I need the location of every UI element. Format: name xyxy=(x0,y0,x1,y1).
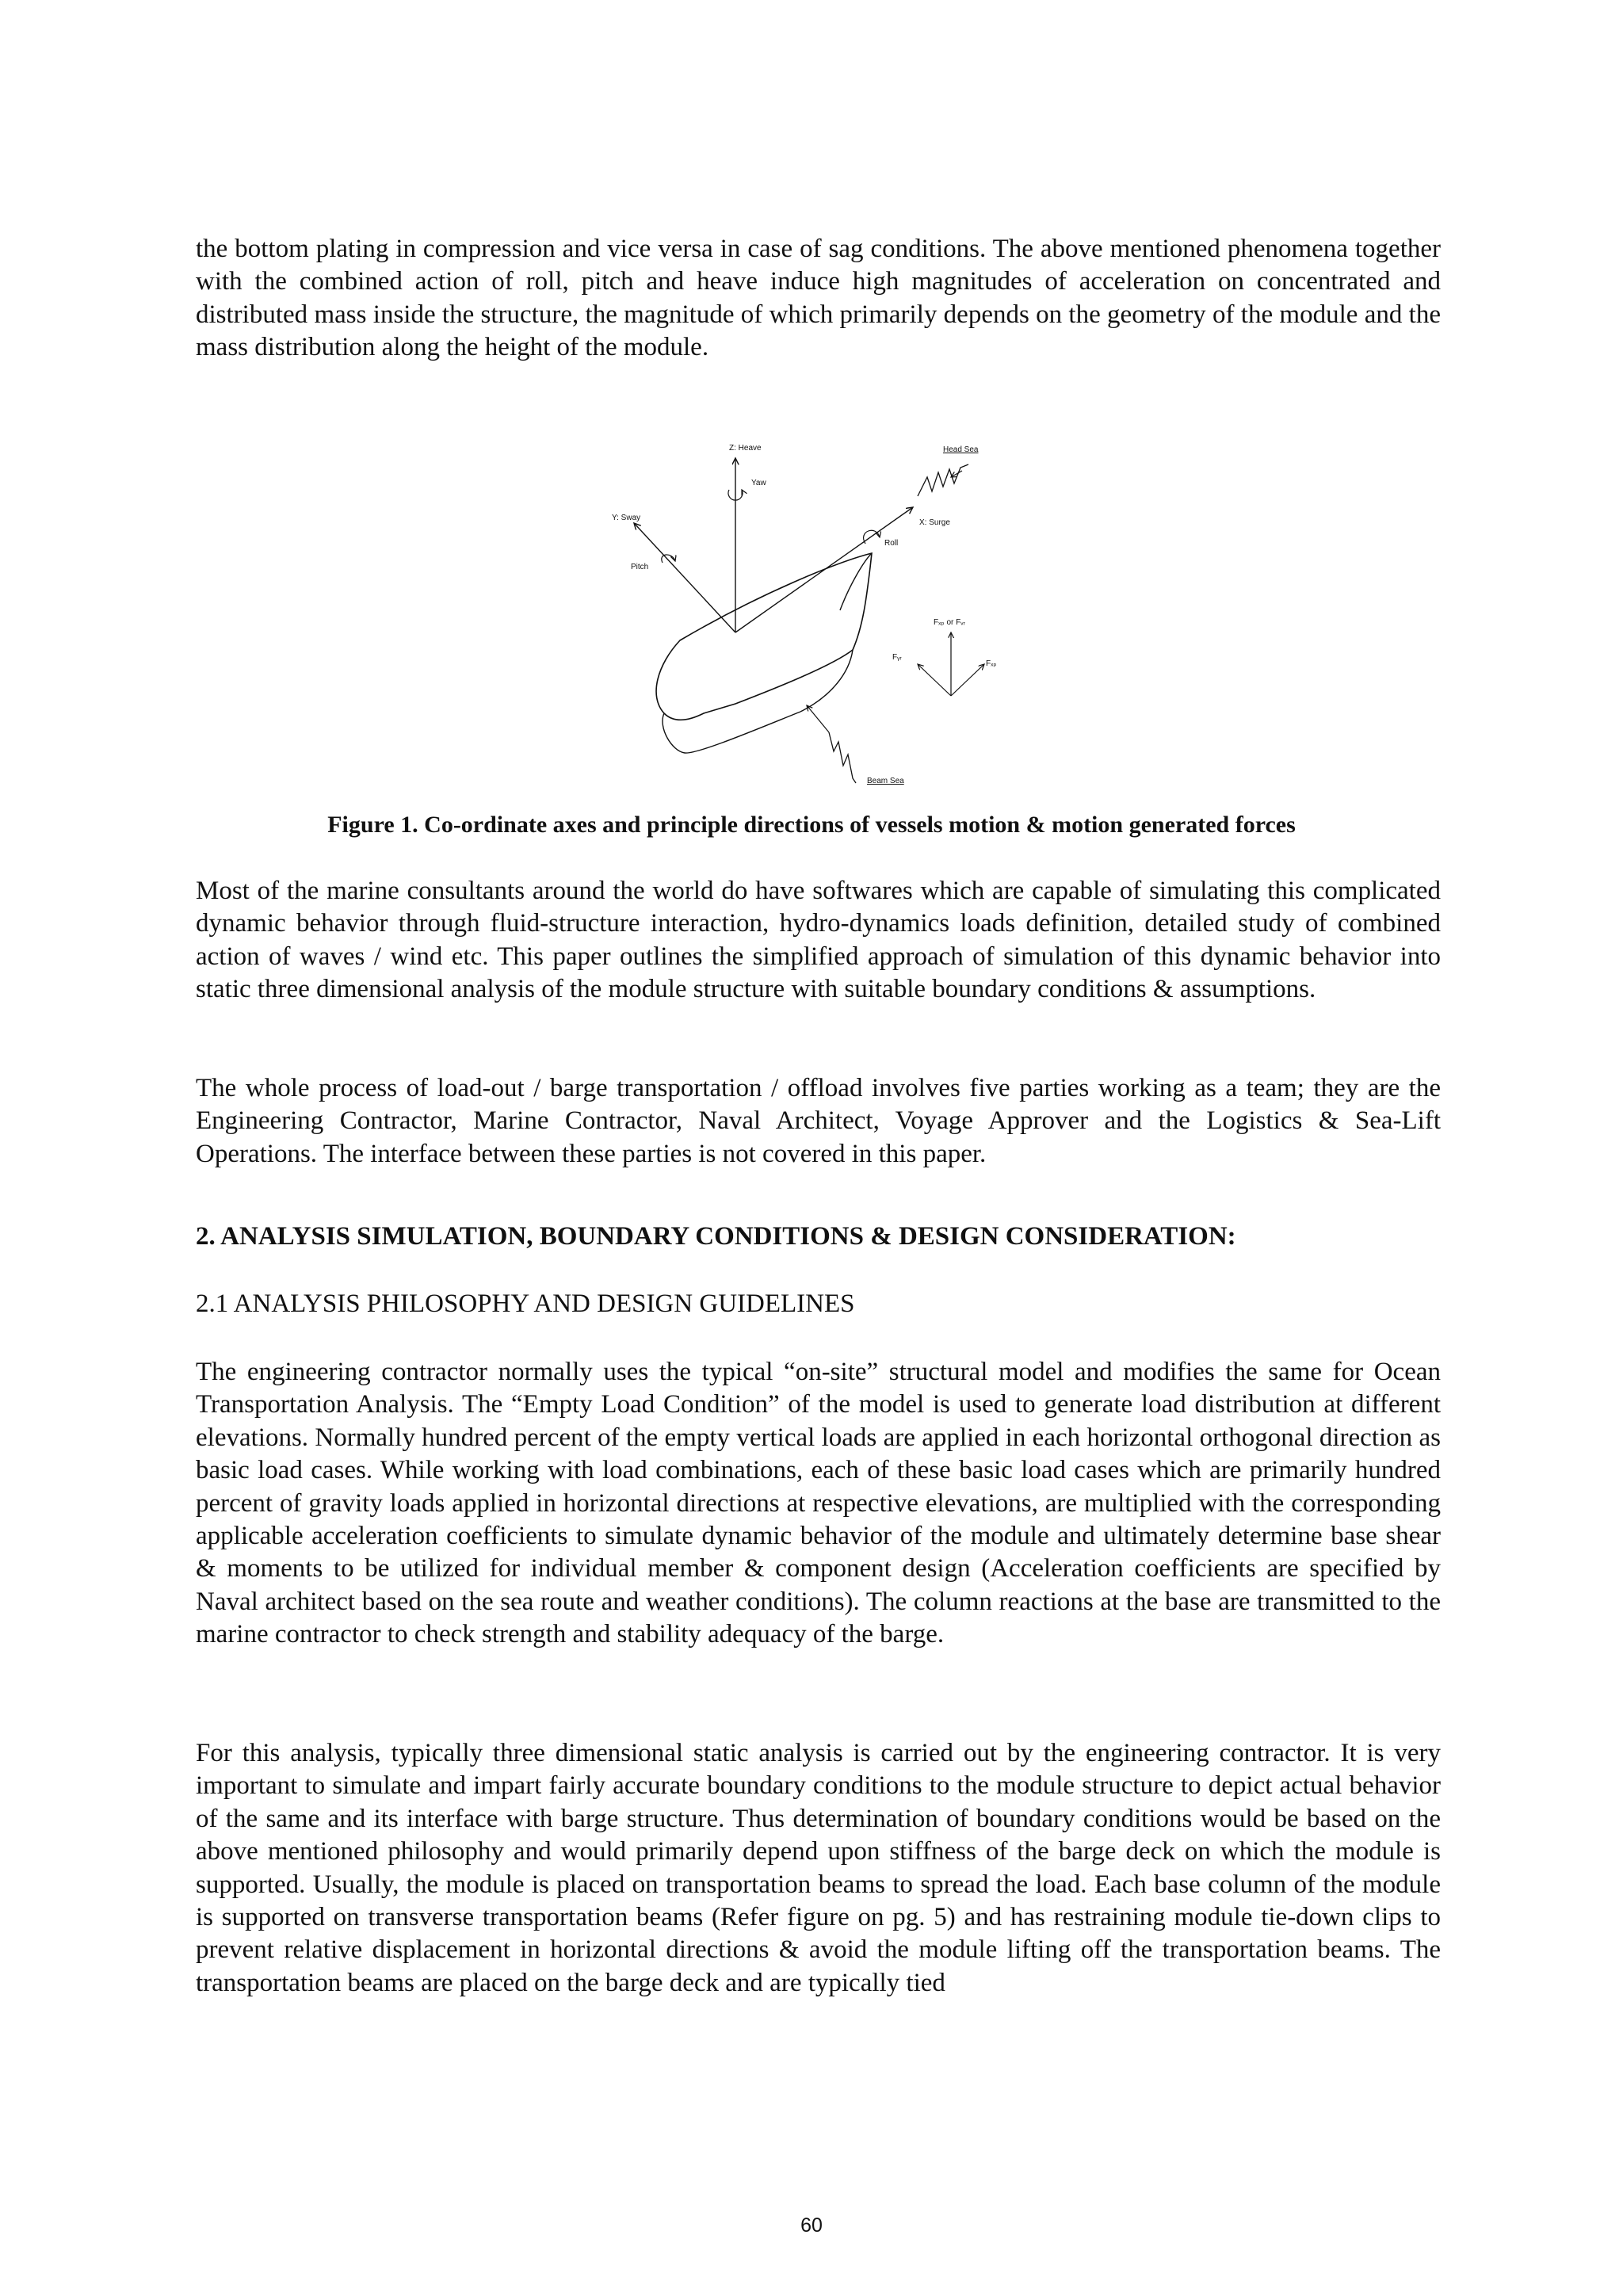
figure-caption: Figure 1. Co-ordinate axes and principle directions of vessels motion & motion generated forces xyxy=(327,812,1296,838)
paragraph-intro: the bottom plating in compression and vice versa in case of sag conditions. The above mentioned phenomena together with the combined action of roll, pitch and heave induce high magnitudes of acceleration on concentrated and distributed mass inside the structure, the magnitude of which primarily depends on the geometry of the module and the mass distribution along the height of the module. xyxy=(196,235,1441,362)
paragraph-analysis-philosophy: The engineering contractor normally uses the typical “on-site” structural model and modifies the same for Ocean Transportation Analysis. The “Empty Load Condition” of the model is used to generate load distribution at different elevations. Normally hundred percent of the empty vertical loads are applied in each horizontal orthogonal direction as basic load cases. While working with load combinations, each of these basic load cases which are primarily hundred percent of gravity loads applied in horizontal directions at respective elevations, are multiplied with the corresponding applicable acceleration coefficients to simulate dynamic behavior of the module and ultimately determine base shear & moments to be utilized for individual member & component design (Acceleration coefficients are specified by Naval architect based on the sea route and weather conditions). The column reactions at the base are transmitted to the marine contractor to check strength and stability adequacy of the barge. xyxy=(196,1358,1441,1649)
label-head-sea: Head Sea xyxy=(943,445,979,454)
label-beam-sea: Beam Sea xyxy=(867,777,904,785)
subsection-heading-2-1: 2.1 ANALYSIS PHILOSOPHY AND DESIGN GUIDELINES xyxy=(196,1289,855,1318)
label-force-vertical: Fₓₚ or Fᵥᵣ xyxy=(934,618,965,627)
label-z-heave: Z: Heave xyxy=(729,444,762,453)
motion-axes-diagram xyxy=(602,434,1046,799)
section-heading-2: 2. ANALYSIS SIMULATION, BOUNDARY CONDITIONS & DESIGN CONSIDERATION: xyxy=(196,1222,1236,1251)
y-sway-axis xyxy=(634,523,735,632)
label-force-left: Fᵧᵣ xyxy=(892,653,902,662)
label-y-sway: Y: Sway xyxy=(612,514,641,522)
label-force-right: Fₓₚ xyxy=(986,659,997,668)
beam-sea-arrow xyxy=(807,705,829,732)
figure-1-diagram xyxy=(602,434,1046,799)
paragraph-boundary-conditions: For this analysis, typically three dimensional static analysis is carried out by the engineering contractor. It is very important to simulate and impart fairly accurate boundary conditions to the module structure to depict actual behavior of the same and its interface with barge structure. Thus determination of boundary conditions would be based on the above mentioned philosophy and would primarily depend upon stiffness of the barge deck on which the module is supported. Usually, the module is placed on transportation beams to spread the load. Each base column of the module is supported on transverse transportation beams (Refer figure on pg. 5) and has restraining module tie-down clips to prevent relative displacement in horizontal directions & avoid the module lifting off the transportation beams. The transportation beams are placed on the barge deck and are typically tied xyxy=(196,1739,1441,1997)
paragraph-marine-consultants: Most of the marine consultants around the world do have softwares which are capable of simulating this complicated dynamic behavior through fluid-structure interaction, hydro-dynamics loads definition, detailed study of combined action of waves / wind etc. This paper outlines the simplified approach of simulation of this dynamic behavior into static three dimensional analysis of the module structure with suitable boundary conditions & assumptions. xyxy=(196,877,1441,1004)
hull-stern xyxy=(800,650,853,712)
label-roll: Roll xyxy=(884,539,899,548)
force-left-arrow xyxy=(918,664,951,696)
page-number: 60 xyxy=(800,2214,823,2237)
ship-hull xyxy=(656,553,872,720)
label-x-surge: X: Surge xyxy=(919,518,950,527)
paragraph-five-parties: The whole process of load-out / barge transportation / offload involves five parties working as a team; they are the Engineering Contractor, Marine Contractor, Naval Architect, Voyage Approver and the Logistics & Sea-Lift Operations. The interface between these parties is not covered in this paper. xyxy=(196,1074,1441,1168)
pitch-rotation-arrow xyxy=(662,555,675,563)
head-sea-wave xyxy=(918,464,968,496)
label-pitch: Pitch xyxy=(631,563,649,571)
beam-sea-wave xyxy=(829,732,856,783)
force-right-arrow xyxy=(951,664,984,696)
hull-keel xyxy=(663,712,800,753)
label-yaw: Yaw xyxy=(751,479,766,487)
